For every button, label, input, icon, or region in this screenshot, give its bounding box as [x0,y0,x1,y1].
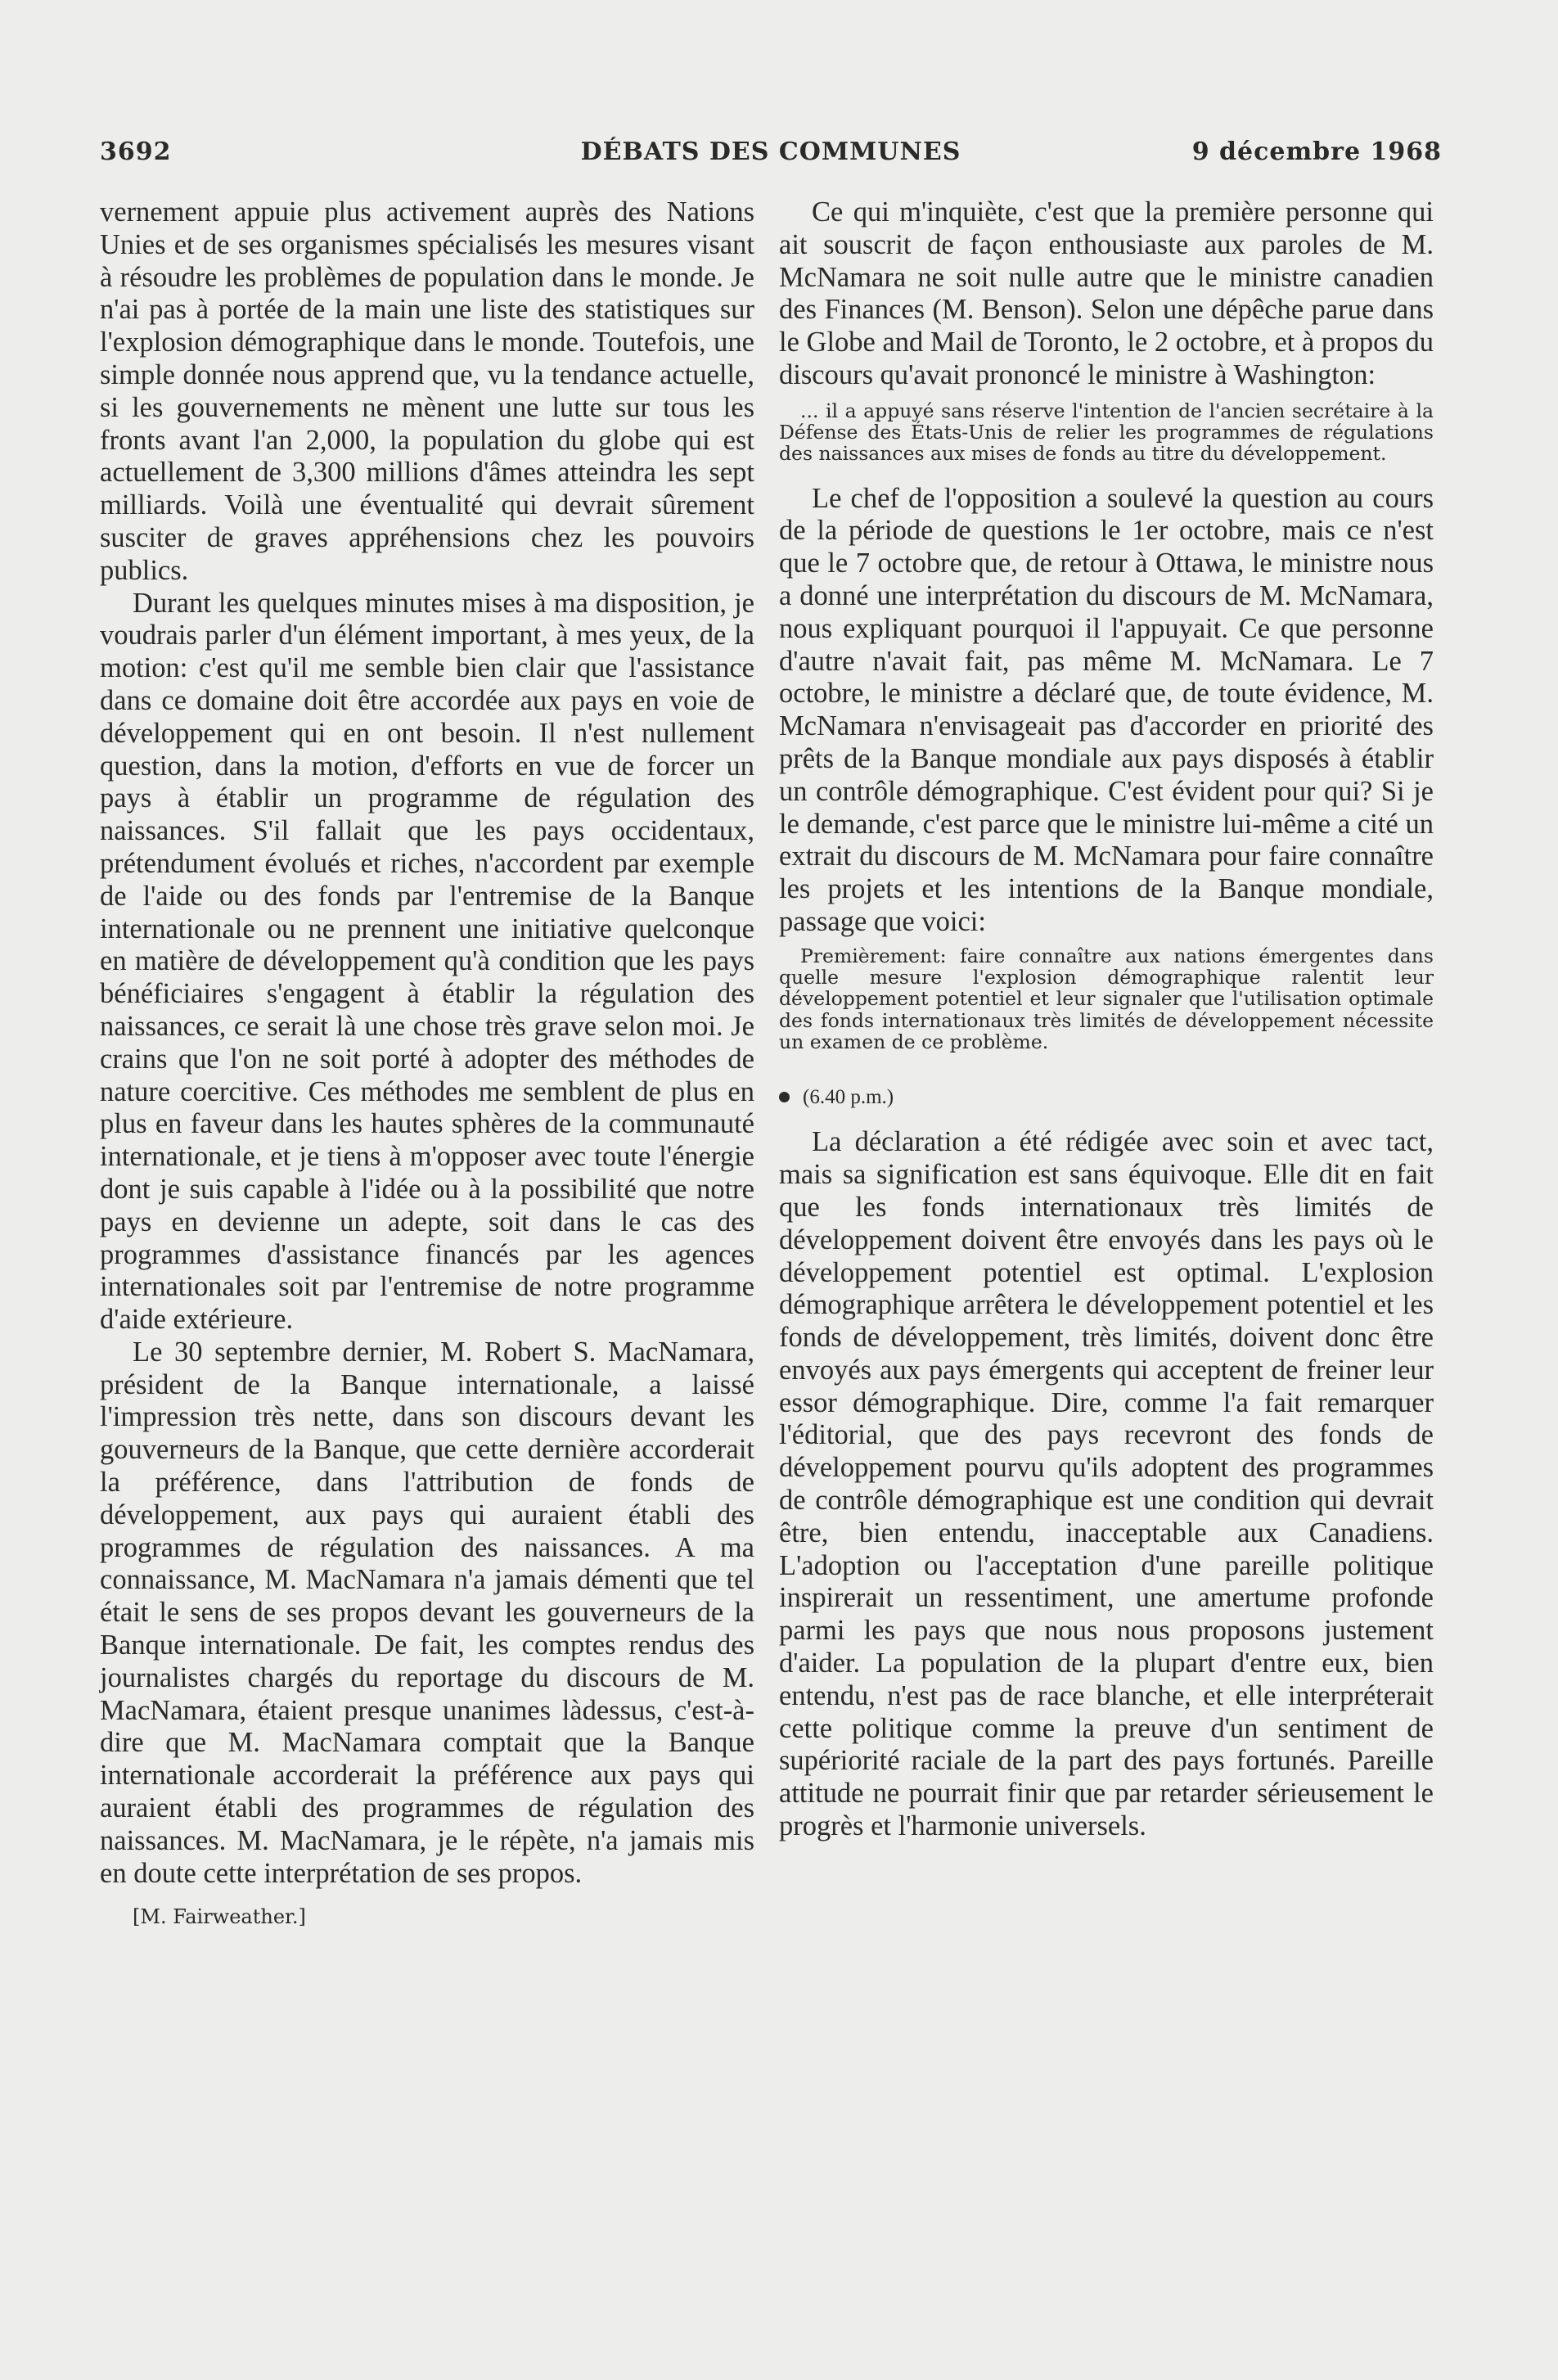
speaker-attribution: [M. Fairweather.] [133,1905,306,1929]
paragraph: Le 30 septembre dernier, M. Robert S. MacNamara, président de la Banque internationale, a laissé l'impression très nette, dans son discours devant les gouverneurs de la Banque, que cette dernière accorderait la préférence, dans l'attribution de fonds de développement, aux pays qui auraient établi des programmes de régulation des naissances. A ma connaissance, M. MacNamara n'a jamais démenti que tel était le sens de ses propos devant les gouverneurs de la Banque internationale. De fait, les comptes rendus des journalistes chargés du reportage du discours de M. MacNamara, étaient presque unanimes làdessus, c'est-à-dire que M. MacNamara comptait que la Banque internationale accorderait la préférence aux pays qui auraient établi des programmes de régulation des naissances. M. MacNamara, je le répète, n'a jamais mis en doute cette interprétation de ses propos. [100,1336,754,1889]
paragraph: Durant les quelques minutes mises à ma disposition, je voudrais parler d'un élément important, à mes yeux, de la motion: c'est qu'il me semble bien clair que l'assistance dans ce domaine doit être accordée aux pays en voie de développement qui en ont besoin. Il n'est nullement question, dans la motion, d'efforts en vue de forcer un pays à établir un programme de régulation des naissances. S'il fallait que les pays occidentaux, prétendument évolués et riches, n'accordent par exemple de l'aide ou des fonds par l'entremise de la Banque internationale ou ne prennent une initiative quelconque en matière de développement qu'à condition que les pays bénéficiaires s'engagent à établir la régulation des naissances, ce serait là une chose très grave selon moi. Je crains que l'on ne soit porté à adopter des méthodes de nature coercitive. Ces méthodes me semblent de plus en plus en faveur dans les hautes sphères de la communauté internationale, et je tiens à m'opposer avec toute l'énergie dont je suis capable à l'idée ou à la possibilité que notre pays en devienne un adepte, soit dans le cas des programmes d'assistance financés par les agences internationales soit par l'entremise de notre programme d'aide extérieure. [100,587,754,1336]
left-column [100,196,754,1934]
page-number: 3692 [100,137,172,166]
time-marker-text: (6.40 p.m.) [803,1086,894,1109]
block-quote: Premièrement: faire connaître aux nations émergentes dans quelle mesure l'explosion démographique ralentit leur développement potentiel et leur signaler que l'utilisation optimale des fonds internationaux très limités de développement nécessite un examen de ce problème. [779,944,1434,1054]
block-quote: ... il a appuyé sans réserve l'intention de l'ancien secrétaire à la Défense des États-Unis de relier les programmes de régulations des naissances aux mises de fonds au titre du développement. [779,399,1434,466]
paragraph: La déclaration a été rédigée avec soin et avec tact, mais sa signification est sans équivoque. Elle dit en fait que les fonds internationaux très limités de développement doivent être envoyés dans les pays où le développement potentiel est optimal. L'explosion démographique arrêtera le développement potentiel et les fonds de développement, très limités, doivent donc être envoyés aux pays émergents qui acceptent de freiner leur essor démographique. Dire, comme l'a fait remarquer l'éditorial, que des pays recevront des fonds de développement pourvu qu'ils adoptent des programmes de contrôle démographique est une condition qui devrait être, bien entendu, inacceptable aux Canadiens. L'adoption ou l'acceptation d'une pareille politique inspirerait un ressentiment, une amertume profonde parmi les pays que nous nous proposons justement d'aider. La population de la plupart d'entre eux, bien entendu, n'est pas de race blanche, et elle interpréterait cette politique comme la preuve d'un sentiment de supériorité raciale de la part des pays fortunés. Pareille attitude ne pourrait finir que par retarder sérieusement le progrès et l'harmonie universels. [779,1126,1434,1842]
page-header [100,137,1442,174]
paragraph: vernement appuie plus activement auprès des Nations Unies et de ses organismes spécialisés les mesures visant à résoudre les problèmes de population dans le monde. Je n'ai pas à portée de la main une liste des statistiques sur l'explosion démographique dans le monde. Toutefois, une simple donnée nous apprend que, vu la tendance actuelle, si les gouvernements ne mènent une lutte sur tous les fronts avant l'an 2,000, la population du globe qui est actuellement de 3,300 millions d'âmes atteindra les sept milliards. Voilà une éventualité qui devrait sûrement susciter de graves appréhensions chez les pouvoirs publics. [100,196,754,586]
paragraph: Ce qui m'inquiète, c'est que la première personne qui ait souscrit de façon enthousiaste aux paroles de M. McNamara ne soit nulle autre que le ministre canadien des Finances (M. Benson). Selon une dépêche parue dans le Globe and Mail de Toronto, le 2 octobre, et à propos du discours qu'avait prononcé le ministre à Washington: [779,196,1434,390]
page-date: 9 décembre 1968 [1191,137,1442,166]
bullet-icon [779,1092,790,1102]
time-marker [779,1085,1434,1110]
paragraph: Le chef de l'opposition a soulevé la question au cours de la période de questions le 1er octobre, mais ce n'est que le 7 octobre que, de retour à Ottawa, le ministre nous a donné une interprétation du discours de M. McNamara, nous expliquant pourquoi il l'appuyait. Ce que personne d'autre n'avait fait, pas même M. McNamara. Le 7 octobre, le ministre a déclaré que, de toute évidence, M. McNamara n'envisageait pas d'accorder en priorité des prêts de la Banque mondiale aux pays disposés à établir un contrôle démographique. C'est évident pour qui? Si je le demande, c'est parce que le ministre lui-même a cité un extrait du discours de M. McNamara pour faire connaître les projets et les intentions de la Banque mondiale, passage que voici: [779,482,1434,938]
right-column [779,196,1434,1843]
page-title: DÉBATS DES COMMUNES [580,137,961,166]
